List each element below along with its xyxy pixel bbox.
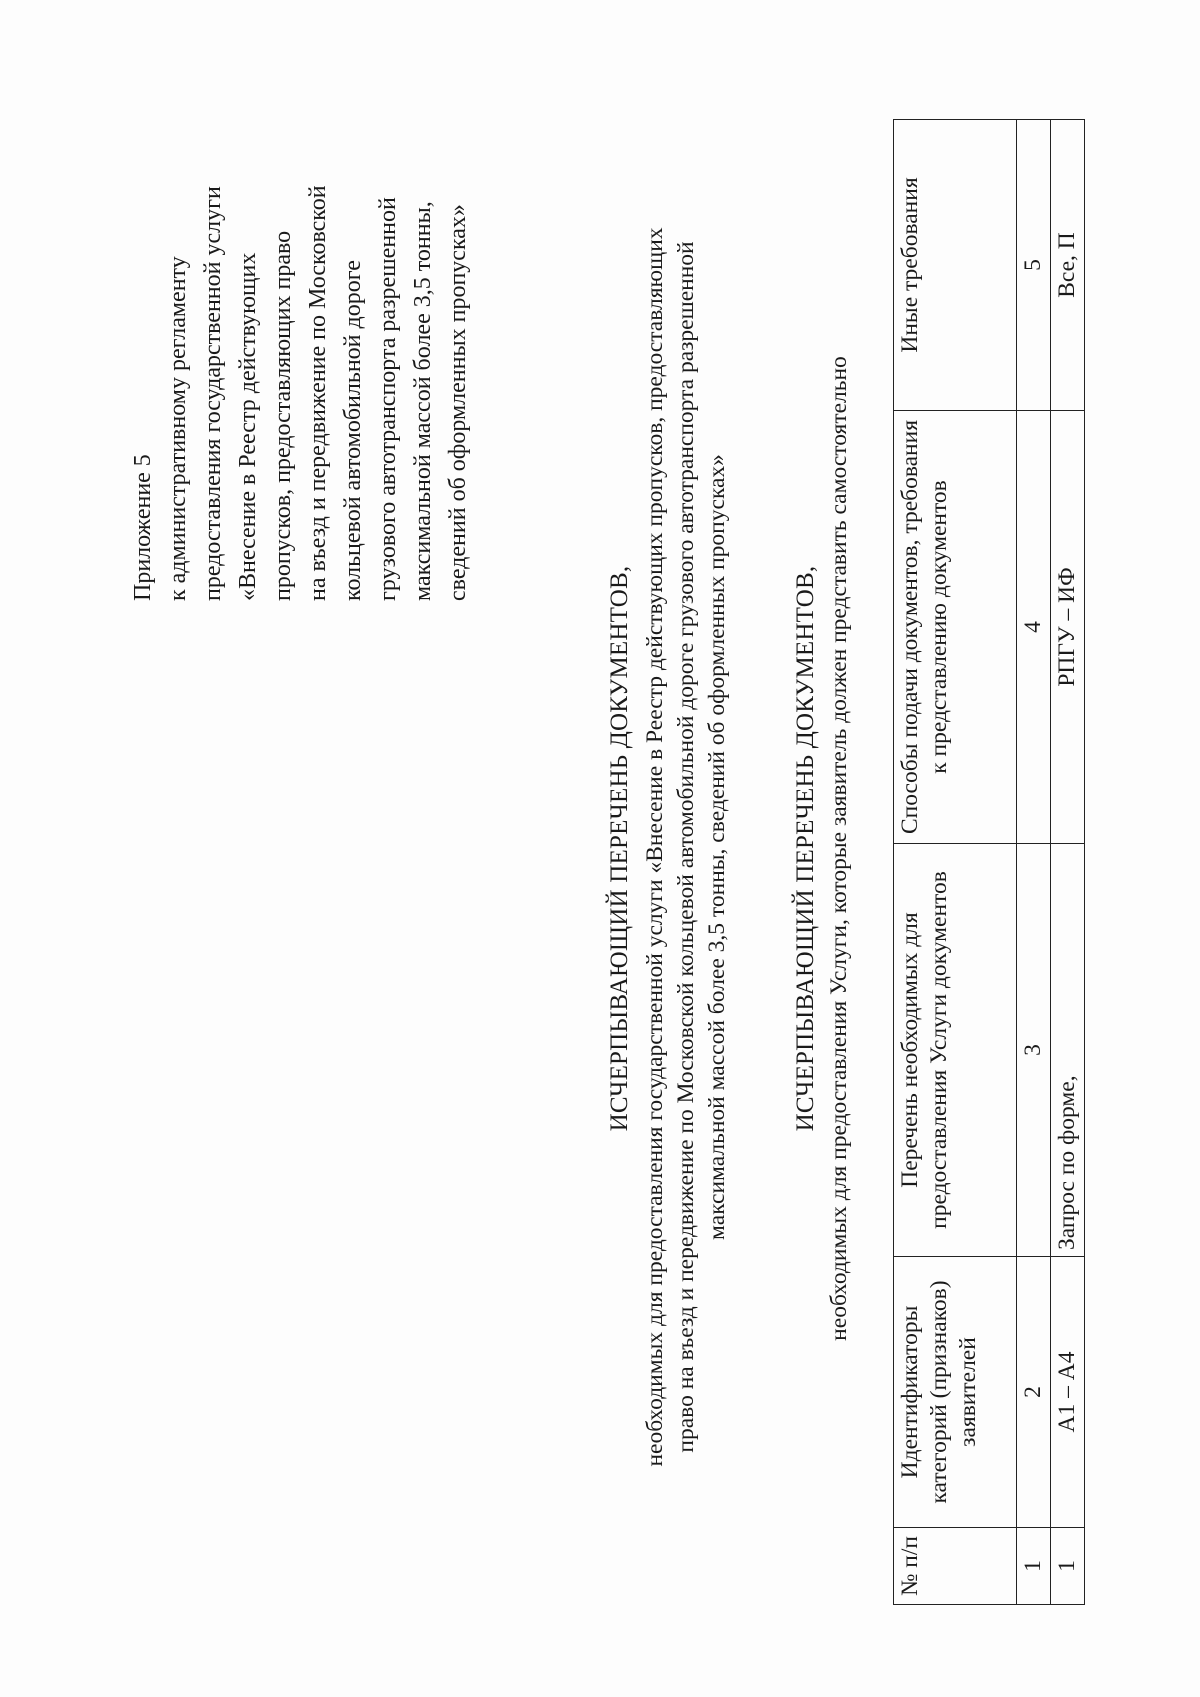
header-number: № п/п <box>894 1528 1017 1605</box>
appendix-line: кольцевой автомобильной дороге <box>340 260 366 601</box>
table-header-row <box>894 120 1017 1605</box>
header-required-documents: Перечень необходимых для предоставления Услуги документов <box>894 844 1017 1257</box>
column-number: 2 <box>1017 1257 1051 1528</box>
applicant-category-cell: А1 – А4 <box>1051 1257 1085 1528</box>
table-row <box>1051 120 1085 1605</box>
section2-title: ИСЧЕРПЫВАЮЩИЙ ПЕРЕЧЕНЬ ДОКУМЕНТОВ, <box>792 565 819 1132</box>
submission-method-cell: РПГУ – ИФ <box>1051 411 1085 844</box>
row-number-cell: 1 <box>1051 1528 1085 1605</box>
appendix-line: пропусков, предоставляющих право <box>270 230 296 601</box>
appendix-header <box>126 81 476 601</box>
column-number-row <box>1017 120 1051 1605</box>
header-submission-methods: Способы подачи документов, требования к представлению документов <box>894 411 1017 844</box>
section1-line: максимальной массой более 3,5 тонны, сведений об оформленных пропусках» <box>704 454 730 1240</box>
section1-title: ИСЧЕРПЫВАЮЩИЙ ПЕРЕЧЕНЬ ДОКУМЕНТОВ, <box>606 565 633 1132</box>
appendix-line: на въезд и передвижение по Московской <box>305 185 331 601</box>
section2-subtitle: необходимых для предоставления Услуги, которые заявитель должен представить самостоятельно <box>826 356 852 1341</box>
appendix-line: максимальной массой более 3,5 тонны, <box>410 201 436 601</box>
header-applicant-categories: Идентификаторы категорий (признаков) заявителей <box>894 1257 1017 1528</box>
appendix-line: Приложение 5 <box>130 454 156 601</box>
column-number: 3 <box>1017 844 1051 1257</box>
section1-line: необходимых для предоставления государственной услуги «Внесение в Реестр действующих пропусков, предоставляющих <box>642 227 668 1467</box>
other-requirement-cell: Все, П <box>1051 120 1085 411</box>
section1-description <box>640 92 733 1602</box>
column-number: 1 <box>1017 1528 1051 1605</box>
appendix-line: грузового автотранспорта разрешенной <box>375 197 401 601</box>
appendix-line: сведений об оформленных пропусках» <box>445 204 471 601</box>
column-number: 4 <box>1017 411 1051 844</box>
appendix-line: «Внесение в Реестр действующих <box>235 252 261 601</box>
column-number: 5 <box>1017 120 1051 411</box>
appendix-line: предоставления государственной услуги <box>200 186 226 601</box>
document-cell: Запрос по форме, <box>1051 844 1085 1257</box>
documents-table <box>893 119 1085 1605</box>
section1-line: право на въезд и передвижение по Московской кольцевой автомобильной дороге грузового автотранспорта разрешенной <box>673 241 699 1453</box>
appendix-line: к административному регламенту <box>165 256 191 601</box>
header-other-requirements: Иные требования <box>894 120 1017 411</box>
